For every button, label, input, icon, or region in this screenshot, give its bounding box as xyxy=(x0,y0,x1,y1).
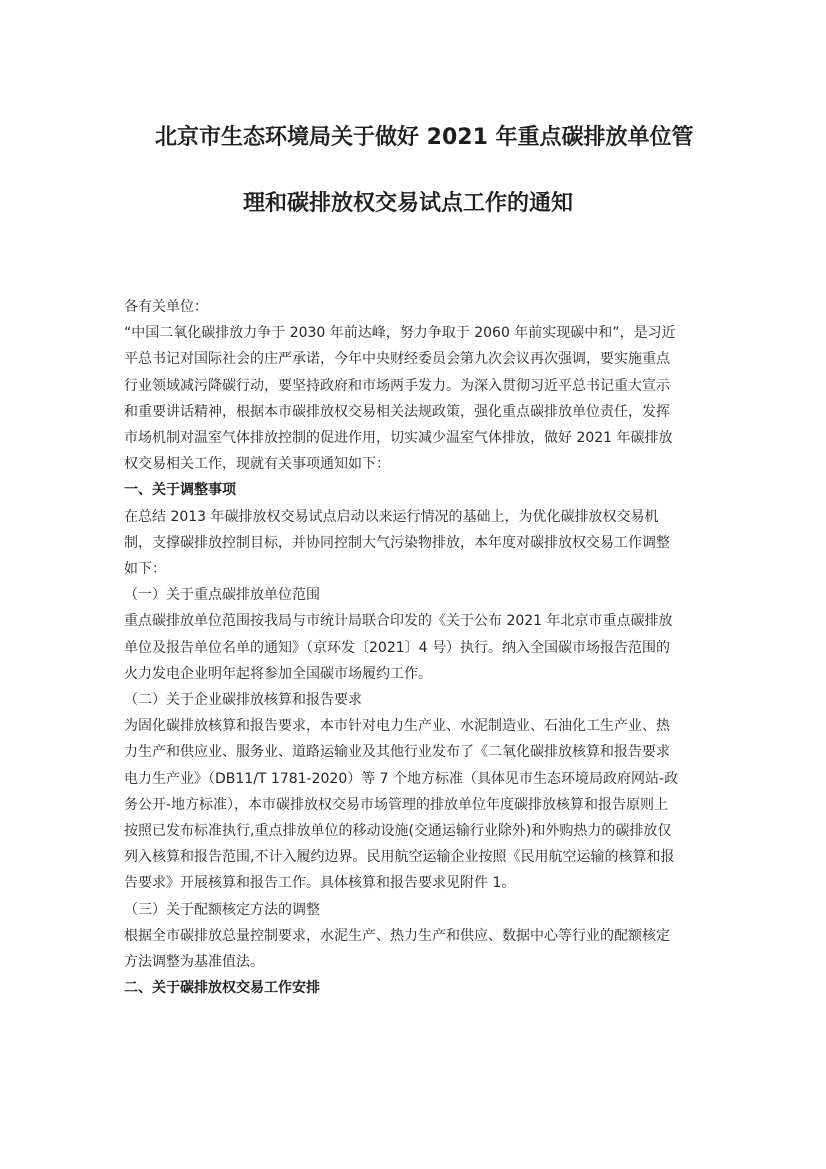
body-text-line: 为固化碳排放核算和报告要求，本市针对电力生产业、水泥制造业、石油化工生产业、热 xyxy=(124,718,670,735)
body-text-line: 行业领域减污降碳行动，要坚持政府和市场两手发力。为深入贯彻习近平总书记重大宣示 xyxy=(124,377,670,394)
body-text-line: 按照已发布标准执行,重点排放单位的移动设施(交通运输行业除外)和外购热力的碳排放仅 xyxy=(124,823,672,840)
body-text-line: 如下： xyxy=(124,561,166,578)
body-text-line: 力生产和供应业、服务业、道路运输业及其他行业发布了《二氧化碳排放核算和报告要求 xyxy=(124,744,670,761)
body-text-line: 告要求》开展核算和报告工作。具体核算和报告要求见附件 1。 xyxy=(124,875,516,892)
body-text-line: 务公开-地方标准），本市碳排放权交易市场管理的排放单位年度碳排放核算和报告原则上 xyxy=(124,796,669,813)
body-text-line: 列入核算和报告范围,不计入履约边界。民用航空运输企业按照《民用航空运输的核算和报 xyxy=(124,849,675,866)
section-heading: 一、关于调整事项 xyxy=(124,482,236,499)
body-text-line: 和重要讲话精神，根据本市碳排放权交易相关法规政策，强化重点碳排放单位责任，发挥 xyxy=(124,403,670,420)
body-text-line: 平总书记对国际社会的庄严承诺，今年中央财经委员会第九次会议再次强调，要实施重点 xyxy=(124,351,670,368)
body-text-line: 单位及报告单位名单的通知》（京环发〔2021〕4 号）执行。纳入全国碳市场报告范围的 xyxy=(124,639,670,656)
body-text-line: （三）关于配额核定方法的调整 xyxy=(124,901,320,918)
body-text-line: 制，支撑碳排放控制目标，并协同控制大气污染物排放，本年度对碳排放权交易工作调整 xyxy=(124,534,670,551)
document-title-line-2: 理和碳排放权交易试点工作的通知 xyxy=(243,191,574,216)
body-text-line: 各有关单位： xyxy=(124,299,208,315)
body-text-line: 方法调整为基准值法。 xyxy=(124,954,264,971)
body-text-line: “中国二氧化碳排放力争于 2030 年前达峰，努力争取于 2060 年前实现碳中和”，是习近 xyxy=(124,325,676,342)
body-text-line: 重点碳排放单位范围按我局与市统计局联合印发的《关于公布 2021 年北京市重点碳排放 xyxy=(124,613,673,630)
body-text-line: 根据全市碳排放总量控制要求，水泥生产、热力生产和供应、数据中心等行业的配额核定 xyxy=(124,927,670,944)
document-body xyxy=(124,294,714,1001)
body-text-line: （一）关于重点碳排放单位范围 xyxy=(124,587,320,604)
body-text-line: 在总结 2013 年碳排放权交易试点启动以来运行情况的基础上，为优化碳排放权交易机 xyxy=(124,508,659,525)
body-text-line: 权交易相关工作，现就有关事项通知如下： xyxy=(124,456,390,473)
body-text-line: 市场机制对温室气体排放控制的促进作用，切实减少温室气体排放，做好 2021 年碳排放 xyxy=(124,430,673,447)
section-heading: 二、关于碳排放权交易工作安排 xyxy=(124,980,320,997)
document-title-line-1: 北京市生态环境局关于做好 2021 年重点碳排放单位管 xyxy=(155,125,694,150)
body-text-line: 火力发电企业明年起将参加全国碳市场履约工作。 xyxy=(124,665,432,682)
body-text-line: （二）关于企业碳排放核算和报告要求 xyxy=(124,692,362,709)
body-text-line: 电力生产业》（DB11/T 1781-2020）等 7 个地方标准（具体见市生态环境局政府网站-政 xyxy=(124,770,679,787)
